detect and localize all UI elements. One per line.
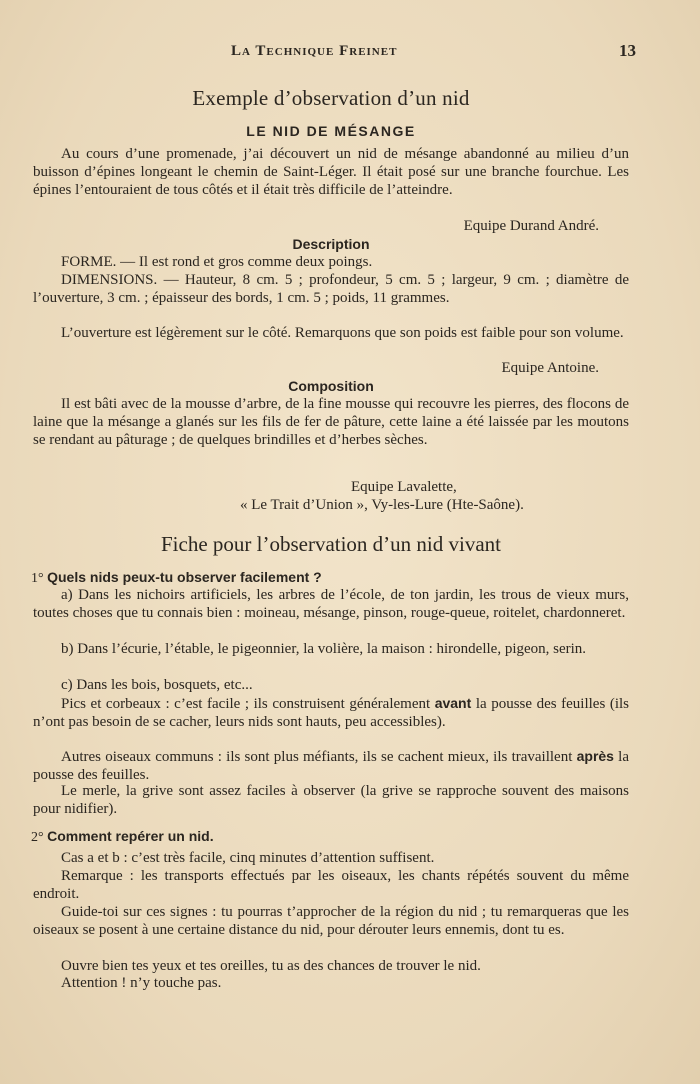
question-1-pics-paragraph: [33, 694, 629, 731]
question-2-attention-paragraph: Attention ! n’y touche pas.: [61, 975, 222, 991]
question-1-number: 1°: [31, 571, 44, 586]
pics-text-before: Pics et corbeaux : c’est facile ; ils construisent généralement: [61, 696, 435, 712]
question-2-heading: [31, 828, 214, 846]
autres-bold-word: après: [576, 748, 614, 764]
description-signature: Equipe Antoine.: [501, 360, 599, 376]
intro-signature: Equipe Durand André.: [463, 218, 599, 234]
pics-text-after: la pousse des feuilles (ils n’ont pas besoin de se cacher, leurs nids sont hauts, peu accessibles).: [33, 696, 629, 730]
question-2-number: 2°: [31, 830, 44, 845]
question-2-guide-paragraph: Guide-toi sur ces signes : tu pourras t’approcher de la région du nid ; tu remarqueras que les oiseaux se posent à une certaine distance du nid, pour dérouter leurs ennemis, dont tu es.: [33, 904, 629, 938]
question-1-b: b) Dans l’écurie, l’étable, le pigeonnier, la volière, la maison : hirondelle, pigeon, serin.: [61, 641, 587, 657]
question-1-merle-paragraph: Le merle, la grive sont assez faciles à observer (la grive se rapproche souvent des maisons pour nidifier).: [33, 783, 629, 817]
question-1-text: Quels nids peux-tu observer facilement ?: [47, 569, 322, 585]
question-1-autres-paragraph: [33, 747, 629, 784]
dimensions-paragraph: DIMENSIONS. — Hauteur, 8 cm. 5 ; profondeur, 5 cm. 5 ; largeur, 9 cm. ; diamètre de l’ouverture, 3 cm. ; épaisseur des bords, 1 cm. 5 ; poids, 11 grammes.: [33, 272, 629, 306]
composition-signature-1: Equipe Lavalette,: [351, 479, 457, 495]
running-head: La Technique Freinet: [231, 43, 398, 59]
question-1-c: c) Dans les bois, bosquets, etc...: [61, 677, 253, 693]
autres-text-after: la pousse des feuilles.: [33, 749, 630, 783]
page-number: 13: [619, 41, 636, 60]
article-title: Exemple d’observation d’un nid: [192, 86, 470, 110]
pics-bold-word: avant: [434, 695, 472, 711]
composition-paragraph: Il est bâti avec de la mousse d’arbre, de la fine mousse qui recouvre les pierres, des flocons de laine que la mésange a glanés sur les fils de fer de pâture, cette laine a été laissée par les moutons se rendant au pâturage ; de quelques brindilles et d’herbes sèches.: [33, 396, 629, 448]
composition-signature-2: « Le Trait d’Union », Vy-les-Lure (Hte-Saône).: [240, 497, 524, 513]
question-1-a: a) Dans les nichoirs artificiels, les arbres de l’école, de ton jardin, les trous de vieux murs, toutes choses que tu connais bien : moineau, mésange, pinson, rouge-queue, roitelet, chardonneret.: [33, 587, 629, 621]
description-heading: Description: [292, 236, 370, 252]
composition-heading: Composition: [288, 378, 374, 394]
question-2-ouvre-paragraph: Ouvre bien tes yeux et tes oreilles, tu as des chances de trouver le nid.: [61, 958, 481, 974]
intro-paragraph: Au cours d’une promenade, j’ai découvert un nid de mésange abandonné au milieu d’un buisson d’épines longeant le chemin de Saint-Léger. Il était posé sur une branche fourchue. Les épines l’entouraient de tous côtés et il était très difficile de l’atteindre.: [33, 146, 629, 198]
question-1-heading: [31, 569, 322, 587]
forme-paragraph: FORME. — Il est rond et gros comme deux poings.: [61, 254, 373, 270]
question-2-cas-paragraph: Cas a et b : c’est très facile, cinq minutes d’attention suffisent.: [61, 850, 435, 866]
remark-paragraph: L’ouverture est légèrement sur le côté. Remarquons que son poids est faible pour son volume.: [61, 325, 624, 341]
fiche-title: Fiche pour l’observation d’un nid vivant: [160, 532, 502, 556]
question-2-text: Comment repérer un nid.: [47, 828, 214, 844]
autres-text-before: Autres oiseaux communs : ils sont plus méfiants, ils se cachent mieux, ils travaillent: [61, 749, 577, 765]
article-subtitle: LE NID DE MÉSANGE: [246, 123, 416, 139]
question-2-remarque-paragraph: Remarque : les transports effectués par les oiseaux, les chants répétés souvent du même endroit.: [33, 868, 629, 902]
